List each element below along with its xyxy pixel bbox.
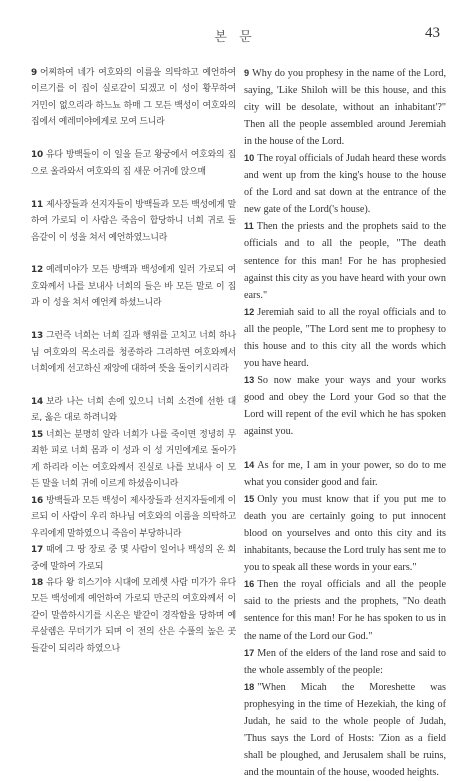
- verse-text: 유다 방백들이 이 일을 듣고 왕궁에서 여호와의 집으로 올라와서 여호와의 집 새문 어귀에 앉으매: [31, 150, 236, 177]
- verse-text: The royal officials of Judah heard these words and went up from the king's house to the house of the Lord and sat down at the entrance of the new gate of the Lord('s house).: [244, 153, 446, 216]
- verse-text: Then the royal officials and all the people said to the priests and the prophets, "No death sentence for this man! For he has spoken to us in the name of the Lord our God.": [244, 579, 446, 642]
- verse-text: So now make your ways and your works good and obey the Lord your God so that the Lord will repent of the evil which he has spoken against you.: [244, 374, 446, 437]
- verse-number: 11: [244, 221, 254, 232]
- verse-number: 12: [31, 265, 43, 276]
- english-verse-16: [244, 576, 446, 644]
- verse-number: 18: [31, 577, 43, 588]
- english-verse-17: [244, 645, 446, 679]
- english-verse-15: [244, 491, 446, 576]
- verse-text: As for me, I am in your power, so do to me what you consider good and fair.: [244, 460, 446, 489]
- verse-number: 16: [244, 579, 255, 590]
- verse-number: 11: [31, 199, 43, 210]
- english-verse-9: [244, 65, 446, 150]
- korean-verse-12: [31, 262, 236, 311]
- verse-number: 18: [244, 681, 255, 692]
- korean-verse-17: [31, 542, 236, 575]
- korean-verse-16: [31, 493, 236, 542]
- korean-verse-11: [31, 197, 236, 246]
- english-verse-12: [244, 304, 446, 372]
- english-verse-11: [244, 218, 446, 303]
- korean-column: [31, 65, 236, 657]
- verse-text: 유다 왕 히스기야 시대에 모레셋 사람 미가가 유다 모든 백성에게 예언하여 가로되 만군의 여호와께서 이같이 말씀하시기를 시온은 밭같이 경작함을 당하며 예루살렘은 무더기가 되며 이 전의 산은 수풀의 높은 곳들같이 되리라 하였으나: [31, 577, 236, 654]
- korean-verse-15: [31, 427, 236, 493]
- verse-number: 17: [31, 545, 43, 556]
- verse-number: 15: [31, 429, 43, 440]
- korean-verse-18: [31, 575, 236, 657]
- verse-number: 12: [244, 306, 255, 317]
- verse-number: 9: [244, 68, 250, 78]
- verse-number: 14: [244, 460, 255, 471]
- verse-number: 14: [31, 396, 43, 407]
- verse-text: 때에 그 땅 장로 중 몇 사람이 일어나 백성의 온 회중에 말하여 가로되: [31, 545, 236, 572]
- verse-number: 13: [31, 331, 43, 342]
- verse-number: 9: [31, 68, 37, 78]
- verse-number: 10: [244, 153, 255, 164]
- verse-number: 10: [31, 150, 43, 161]
- verse-text: 그런즉 너희는 너희 길과 행위를 고치고 너희 하나님 여호와의 목소리를 청종하라 그리하면 여호와께서 너희에게 선고하신 재앙에 대하여 뜻을 돌이키시리라: [31, 331, 236, 375]
- korean-verse-9: [31, 65, 236, 131]
- verse-number: 17: [244, 647, 255, 658]
- verse-text: Jeremiah said to all the royal officials and to all the people, "The Lord sent me to prophesy to this house and to this city all the words which you have heard.: [244, 306, 446, 369]
- verse-text: 어찌하여 네가 여호와의 이름을 의탁하고 예언하여 이르기를 이 집이 실로같이 되겠고 이 성이 황무하여 거민이 없으리라 하느뇨 하매 그 모든 백성이 여호와의 집에서 예레미야에게로 모여 드니라: [31, 68, 236, 128]
- verse-text: 보라 나는 너희 손에 있으니 너희 소견에 선한 대로, 옳은 대로 하려니와: [31, 396, 236, 424]
- verse-text: Then the priests and the prophets said to the officials and to all the people, "The death sentence for this man! For he has prophesied against this city as you have heard with your own ears.": [244, 221, 446, 301]
- verse-text: Men of the elders of the land rose and said to the whole assembly of the people:: [244, 647, 446, 676]
- verse-text: 예레미야가 모든 방백과 백성에게 일러 가로되 여호와께서 나를 보내사 너희의 들은 바 모든 말로 이 집과 이 성을 쳐서 예언케 하셨느니라: [31, 265, 236, 309]
- verse-number: 15: [244, 494, 255, 505]
- korean-verse-14: [31, 394, 236, 427]
- verse-text: 너희는 분명히 알라 너희가 나를 죽이면 정녕히 무죄한 피로 너희 몸과 이 성과 이 성 거민에게로 돌아가게 하리라 이는 여호와께서 진실로 나를 보내사 이 모든 말을 너희 귀에 이르게 하셨음이니라: [31, 429, 236, 490]
- english-verse-10: [244, 150, 446, 218]
- korean-verse-13: [31, 328, 236, 377]
- english-verse-18: [244, 679, 446, 781]
- verse-text: Only you must know that if you put me to death you are certainly going to put innocent blood on yourselves and onto this city and its inhabitants, because the Lord truly has sent me to you to speak all these words in your ears.": [244, 494, 446, 574]
- english-column: [244, 65, 446, 781]
- running-header: 본 문: [214, 30, 256, 45]
- verse-number: 16: [31, 495, 43, 506]
- korean-verse-10: [31, 147, 236, 180]
- english-verse-13: [244, 372, 446, 440]
- page-number: 43: [425, 25, 440, 41]
- verse-text: 제사장들과 선지자들이 방백들과 모든 백성에게 말하여 가로되 이 사람은 죽음이 합당하니 너희 귀로 들음같이 이 성을 쳐서 예언하였느니라: [31, 199, 236, 243]
- verse-text: "When Micah the Moreshette was prophesying in the time of Hezekiah, the king of Judah, he said to the whole people of Judah, 'Thus says the Lord of Hosts: 'Zion as a field shall be ploughed, and Jerusalem shall be ruins, and the mountain of the house, wooded heights.: [244, 681, 446, 778]
- verse-number: 13: [244, 374, 255, 385]
- english-verse-14: [244, 457, 446, 491]
- verse-text: 방백들과 모든 백성이 제사장들과 선지자들에게 이르되 이 사람이 우리 하나님 여호와의 이름을 의탁하고 우리에게 말하였으니 죽음이 부당하니라: [31, 495, 236, 539]
- verse-text: Why do you prophesy in the name of the Lord, saying, 'Like Shiloh will be this house, and this city will be desolate, without an inhabitant'?" Then all the people assembled around Jeremiah in the house of the Lord.: [244, 68, 446, 148]
